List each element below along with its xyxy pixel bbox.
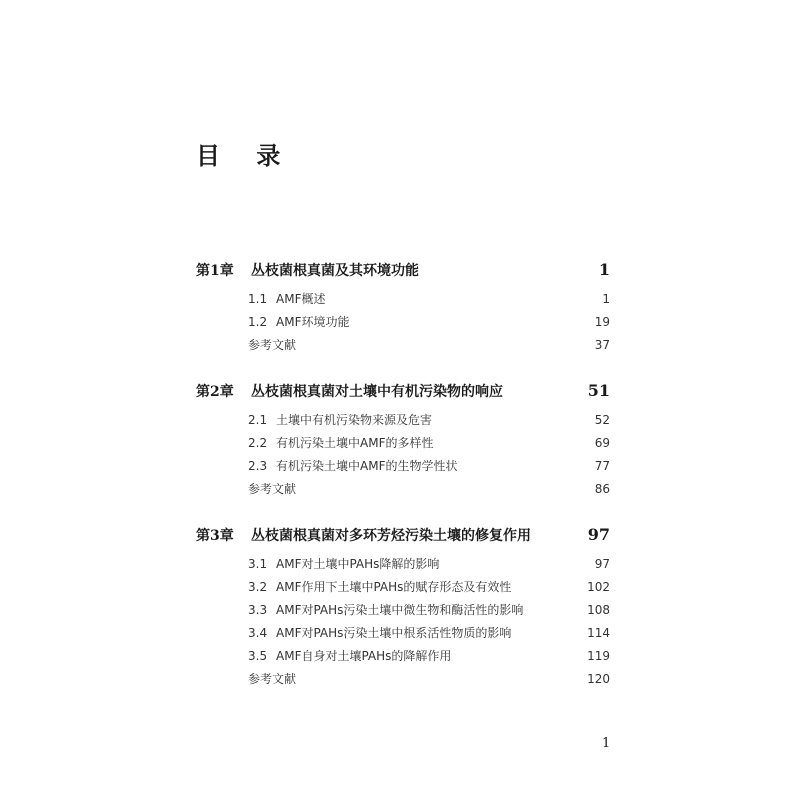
- page-title: 目 录: [196, 141, 295, 170]
- section-number: 2.2: [248, 436, 268, 450]
- toc-entry[interactable]: [196, 411, 610, 434]
- section-page-number: 69: [594, 436, 610, 450]
- section-number: 1.1: [248, 292, 268, 306]
- chapter-heading[interactable]: [196, 525, 610, 549]
- section-number: 1.2: [248, 315, 268, 329]
- chapter-2: [196, 381, 610, 503]
- chapter-page-number: 51: [587, 381, 610, 400]
- section-page-number: 108: [587, 603, 610, 617]
- section-number: 3.3: [248, 603, 268, 617]
- section-page-number: 102: [587, 580, 610, 594]
- section-number: 3.1: [248, 557, 268, 571]
- toc-entry[interactable]: [196, 434, 610, 457]
- section-title: AMF概述: [276, 292, 326, 306]
- section-title: AMF对PAHs污染土壤中微生物和酶活性的影响: [276, 603, 524, 617]
- section-title: 土壤中有机污染物来源及危害: [276, 413, 433, 427]
- toc-entry[interactable]: [196, 457, 610, 480]
- section-page-number: 1: [602, 292, 610, 306]
- chapter-page-number: 97: [587, 525, 610, 544]
- chapter-title: 丛枝菌根真菌对土壤中有机污染物的响应: [251, 384, 503, 400]
- chapter-heading[interactable]: [196, 381, 610, 405]
- toc-entry[interactable]: [196, 313, 610, 336]
- toc-entry[interactable]: [196, 601, 610, 624]
- toc-entry[interactable]: [196, 290, 610, 313]
- section-title: AMF自身对土壤PAHs的降解作用: [276, 649, 452, 663]
- section-page-number: 19: [594, 315, 610, 329]
- section-page-number: 120: [587, 672, 610, 686]
- section-title: 参考文献: [248, 338, 297, 352]
- table-of-contents: [196, 260, 610, 715]
- chapter-title: 丛枝菌根真菌及其环境功能: [251, 263, 419, 279]
- toc-entry[interactable]: [196, 647, 610, 670]
- section-title: 有机污染土壤中AMF的生物学性状: [276, 459, 458, 473]
- toc-entry-references[interactable]: [196, 480, 610, 503]
- section-number: 3.2: [248, 580, 268, 594]
- page-number: 1: [602, 736, 611, 751]
- chapter-3: [196, 525, 610, 693]
- chapter-title: 丛枝菌根真菌对多环芳烃污染土壤的修复作用: [251, 528, 531, 544]
- section-page-number: 97: [594, 557, 610, 571]
- section-title: AMF环境功能: [276, 315, 350, 329]
- toc-entry[interactable]: [196, 578, 610, 601]
- chapter-heading[interactable]: [196, 260, 610, 284]
- section-title: 参考文献: [248, 482, 297, 496]
- section-title: AMF作用下土壤中PAHs的赋存形态及有效性: [276, 580, 512, 594]
- toc-entry-references[interactable]: [196, 670, 610, 693]
- section-number: 3.4: [248, 626, 268, 640]
- section-title: AMF对土壤中PAHs降解的影响: [276, 557, 440, 571]
- section-page-number: 77: [594, 459, 610, 473]
- section-page-number: 114: [587, 626, 610, 640]
- section-title: AMF对PAHs污染土壤中根系活性物质的影响: [276, 626, 512, 640]
- section-page-number: 37: [594, 338, 610, 352]
- chapter-number: 第2章: [196, 384, 234, 400]
- chapter-number: 第1章: [196, 263, 234, 279]
- toc-entry[interactable]: [196, 555, 610, 578]
- section-number: 2.1: [248, 413, 268, 427]
- section-title: 参考文献: [248, 672, 297, 686]
- section-page-number: 86: [594, 482, 610, 496]
- chapter-number: 第3章: [196, 528, 234, 544]
- section-title: 有机污染土壤中AMF的多样性: [276, 436, 434, 450]
- section-page-number: 52: [594, 413, 610, 427]
- chapter-page-number: 1: [598, 260, 610, 279]
- section-number: 3.5: [248, 649, 268, 663]
- toc-entry[interactable]: [196, 624, 610, 647]
- section-page-number: 119: [587, 649, 610, 663]
- toc-entry-references[interactable]: [196, 336, 610, 359]
- chapter-1: [196, 260, 610, 359]
- section-number: 2.3: [248, 459, 268, 473]
